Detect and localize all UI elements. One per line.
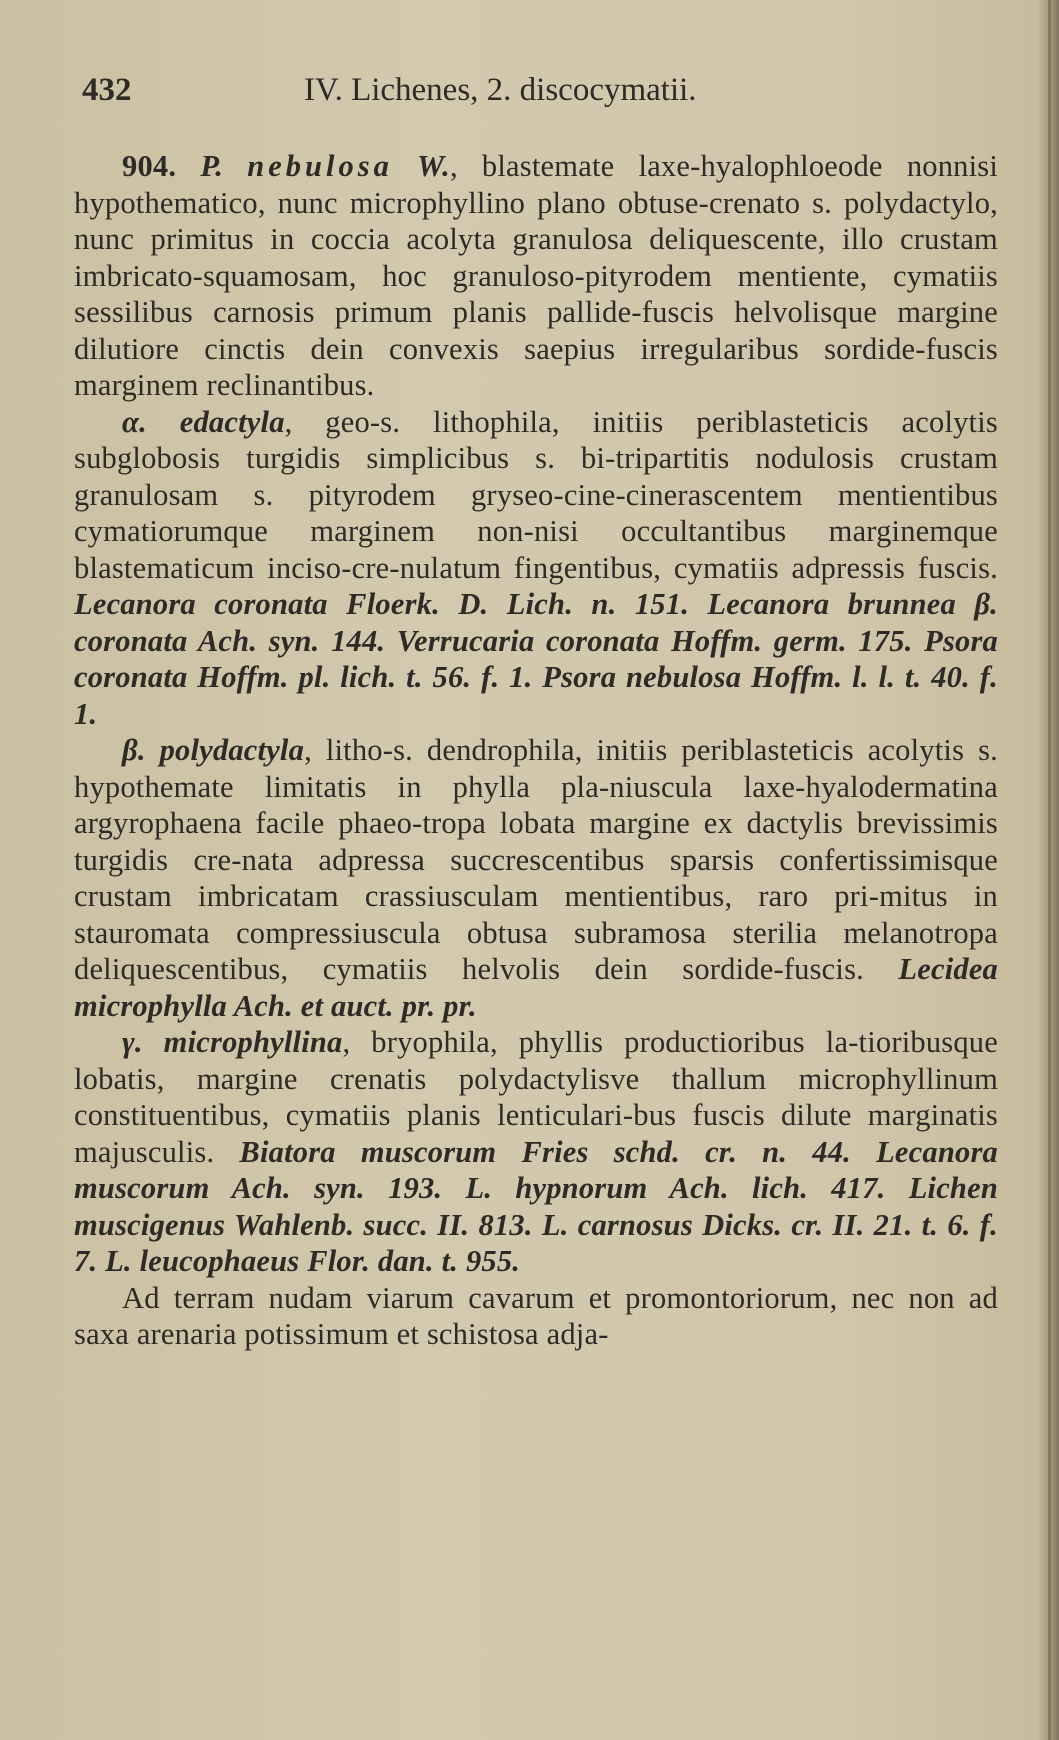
variety-beta-text: , litho-s. dendrophila, initiis periblasteticis acolytis s. hypothemate limitatis in phylla pla-niuscula laxe-hyalodermatina argyrophaena facile phaeo-tropa lobata margine ex dactylis brevissimis turgidis cre-nata adpressa succrescentibus sparsis confertissimisque crustam imbricatam crassiusculam mentientibus, raro pri-mitus in stauromata compressiuscula obtusa subramosa sterilia melanotropa deliquescentibus, cymatiis helvolis dein sordide-fuscis. — [74, 733, 998, 986]
habitat-paragraph — [74, 1280, 998, 1353]
page-edge-line — [1048, 0, 1051, 1740]
entry-paragraph — [74, 148, 998, 404]
variety-gamma — [74, 1024, 998, 1280]
variety-alpha-label: α. edactyla — [122, 404, 285, 439]
page-header — [82, 72, 982, 122]
entry-genus: P. — [200, 149, 224, 183]
variety-gamma-text: , bryophila, phyllis productioribus la-tioribusque lobatis, margine crenatis polydactylisve thallum microphyllinum constituentibus, cymatiis planis lenticulari-bus fuscis dilute marginatis majusculis. — [74, 1025, 998, 1169]
variety-beta-refs: Lecidea microphylla Ach. et auct. pr. pr. — [74, 952, 999, 1023]
variety-beta — [74, 732, 998, 1024]
variety-beta-label: β. polydactyla — [122, 733, 305, 767]
variety-gamma-label: γ. microphyllina — [122, 1025, 343, 1059]
entry-species: nebulosa — [247, 149, 393, 183]
page-number: 432 — [82, 72, 132, 108]
variety-alpha-text: , geo-s. lithophila, initiis periblasteticis acolytis subglobosis turgidis simplicibus s. bi-tripartitis nodulosis crustam granulosam s. pityrodem gryseo-cine-cinerascentem mentientibus cymatiorumque marginem non-nisi occultantibus marginemque blastematicum inciso-cre-nulatum fingentibus, cymatiis adpressis fuscis. — [74, 404, 998, 585]
variety-alpha-refs: Lecanora coronata Floerk. D. Lich. n. 151. Lecanora brunnea β. coronata Ach. syn. 144. Verrucaria coronata Hoffm. germ. 175. Psora coronata Hoffm. pl. lich. t. 56. f. 1. Psora nebulosa Hoffm. l. l. t. 40. f. 1. — [74, 587, 998, 731]
entry-author: W. — [417, 149, 450, 183]
habitat-text: Ad terram nudam viarum cavarum et promontoriorum, nec non ad saxa arenaria potissimum et schistosa adja- — [74, 1280, 998, 1351]
running-title: IV. Lichenes, 2. discocymatii. — [304, 72, 697, 108]
variety-gamma-refs: Biatora muscorum Fries schd. cr. n. 44. Lecanora muscorum Ach. syn. 193. L. hypnorum Ach. lich. 417. Lichen muscigenus Wahlenb. succ. II. 813. L. carnosus Dicks. cr. II. 21. t. 6. f. 7. L. leucophaeus Flor. dan. t. 955. — [74, 1134, 998, 1278]
entry-number: 904. — [122, 149, 177, 183]
entry-diagnosis: , blastemate laxe-hyalophloeode nonnisi hypothematico, nunc microphyllino plano obtuse-crenato s. polydactylo, nunc primitus in coccia acolyta granulosa deliquescente, illo crustam imbricato-squamosam, hoc granuloso-pityrodem mentiente, cymatiis sessilibus carnosis primum planis pallide-fuscis helvolisque margine dilutiore cinctis dein convexis saepius irregularibus sordide-fuscis marginem reclinantibus. — [74, 149, 999, 402]
main-text — [74, 148, 998, 1353]
variety-alpha — [74, 404, 998, 733]
